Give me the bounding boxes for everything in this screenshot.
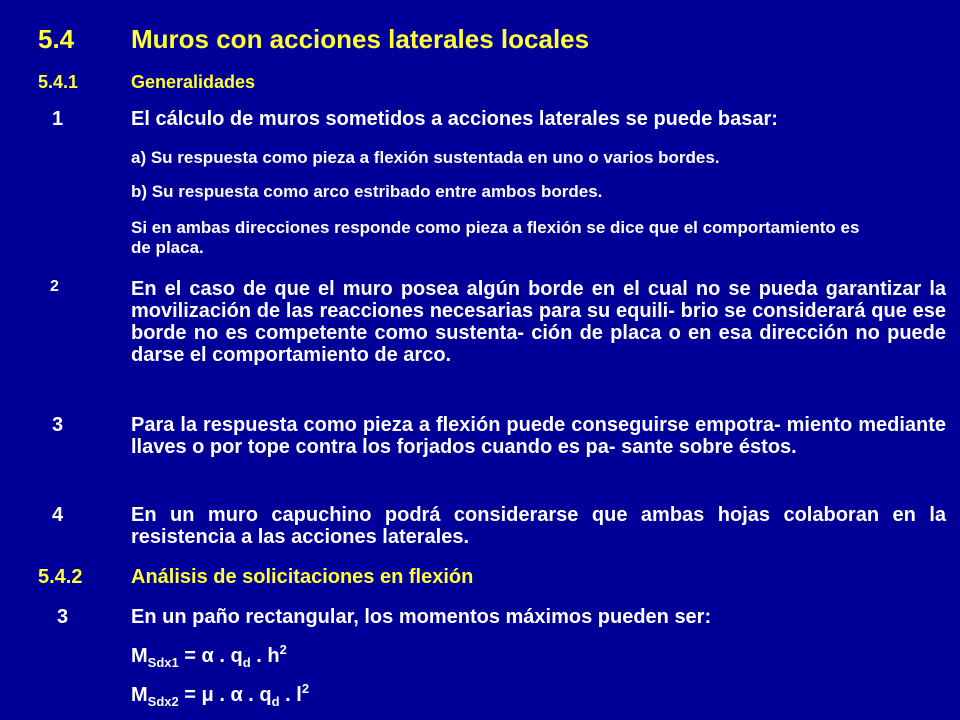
formula-1-rhs-a: = α . q xyxy=(178,645,243,667)
subsection-1-title: Generalidades xyxy=(131,72,256,92)
item-1-number: 1 xyxy=(52,108,64,130)
item-2-number: 2 xyxy=(50,278,59,295)
item-1-note: Si en ambas direcciones responde como pieza a flexión se dice que el comportamiento es de placa. xyxy=(131,218,860,257)
formula-2-subscript: Sdx2 xyxy=(147,694,179,709)
formula-2-rhs-a: = μ . α . q xyxy=(178,684,272,706)
item-4-text: En un muro capuchino podrá considerarse que ambas hojas colaboran en la resistencia a las acciones laterales. xyxy=(131,504,946,548)
subsection-1-number: 5.4.1 xyxy=(38,72,79,92)
formula-2-superscript: 2 xyxy=(301,681,310,696)
item-3-text: Para la respuesta como pieza a flexión puede conseguirse empotra- miento mediante llaves o por tope contra los forjados cuando es pa- sante sobre éstos. xyxy=(131,414,946,458)
item-1-option-a: a) Su respuesta como pieza a flexión sustentada en uno o varios bordes. xyxy=(131,148,720,167)
formula-2-rhs-b: . l xyxy=(279,684,302,706)
formula-2-m: M xyxy=(131,684,148,706)
item-4-number: 4 xyxy=(52,504,64,526)
formula-msdx2 xyxy=(131,681,310,709)
formula-1-subscript: Sdx1 xyxy=(147,655,179,670)
subsection-2-title: Análisis de solicitaciones en flexión xyxy=(131,566,474,588)
item-3-number: 3 xyxy=(52,414,64,436)
formula-1-superscript: 2 xyxy=(279,642,287,657)
formula-msdx1 xyxy=(131,642,287,670)
item-2-text: En el caso de que el muro posea algún borde en el cual no se pueda garantizar la movilización de las reacciones necesarias para su equili- brio se considerará que ese borde no es competente como sustenta- ción de placa o en esa dirección no puede darse el comportamiento de arco. xyxy=(131,278,946,366)
item-5-text: En un paño rectangular, los momentos máximos pueden ser: xyxy=(131,606,712,628)
section-number: 5.4 xyxy=(38,24,75,54)
formula-1-subscript-d: d xyxy=(242,655,251,670)
formula-1-rhs-b: . h xyxy=(250,645,280,667)
section-title: Muros con acciones laterales locales xyxy=(131,24,590,54)
item-1-text: El cálculo de muros sometidos a acciones laterales se puede basar: xyxy=(131,108,778,130)
formula-2-subscript-d: d xyxy=(271,694,280,709)
item-5-number: 3 xyxy=(57,606,69,628)
subsection-2-number: 5.4.2 xyxy=(38,566,83,588)
formula-1-m: M xyxy=(131,645,148,667)
item-1-option-b: b) Su respuesta como arco estribado entre ambos bordes. xyxy=(131,182,603,201)
